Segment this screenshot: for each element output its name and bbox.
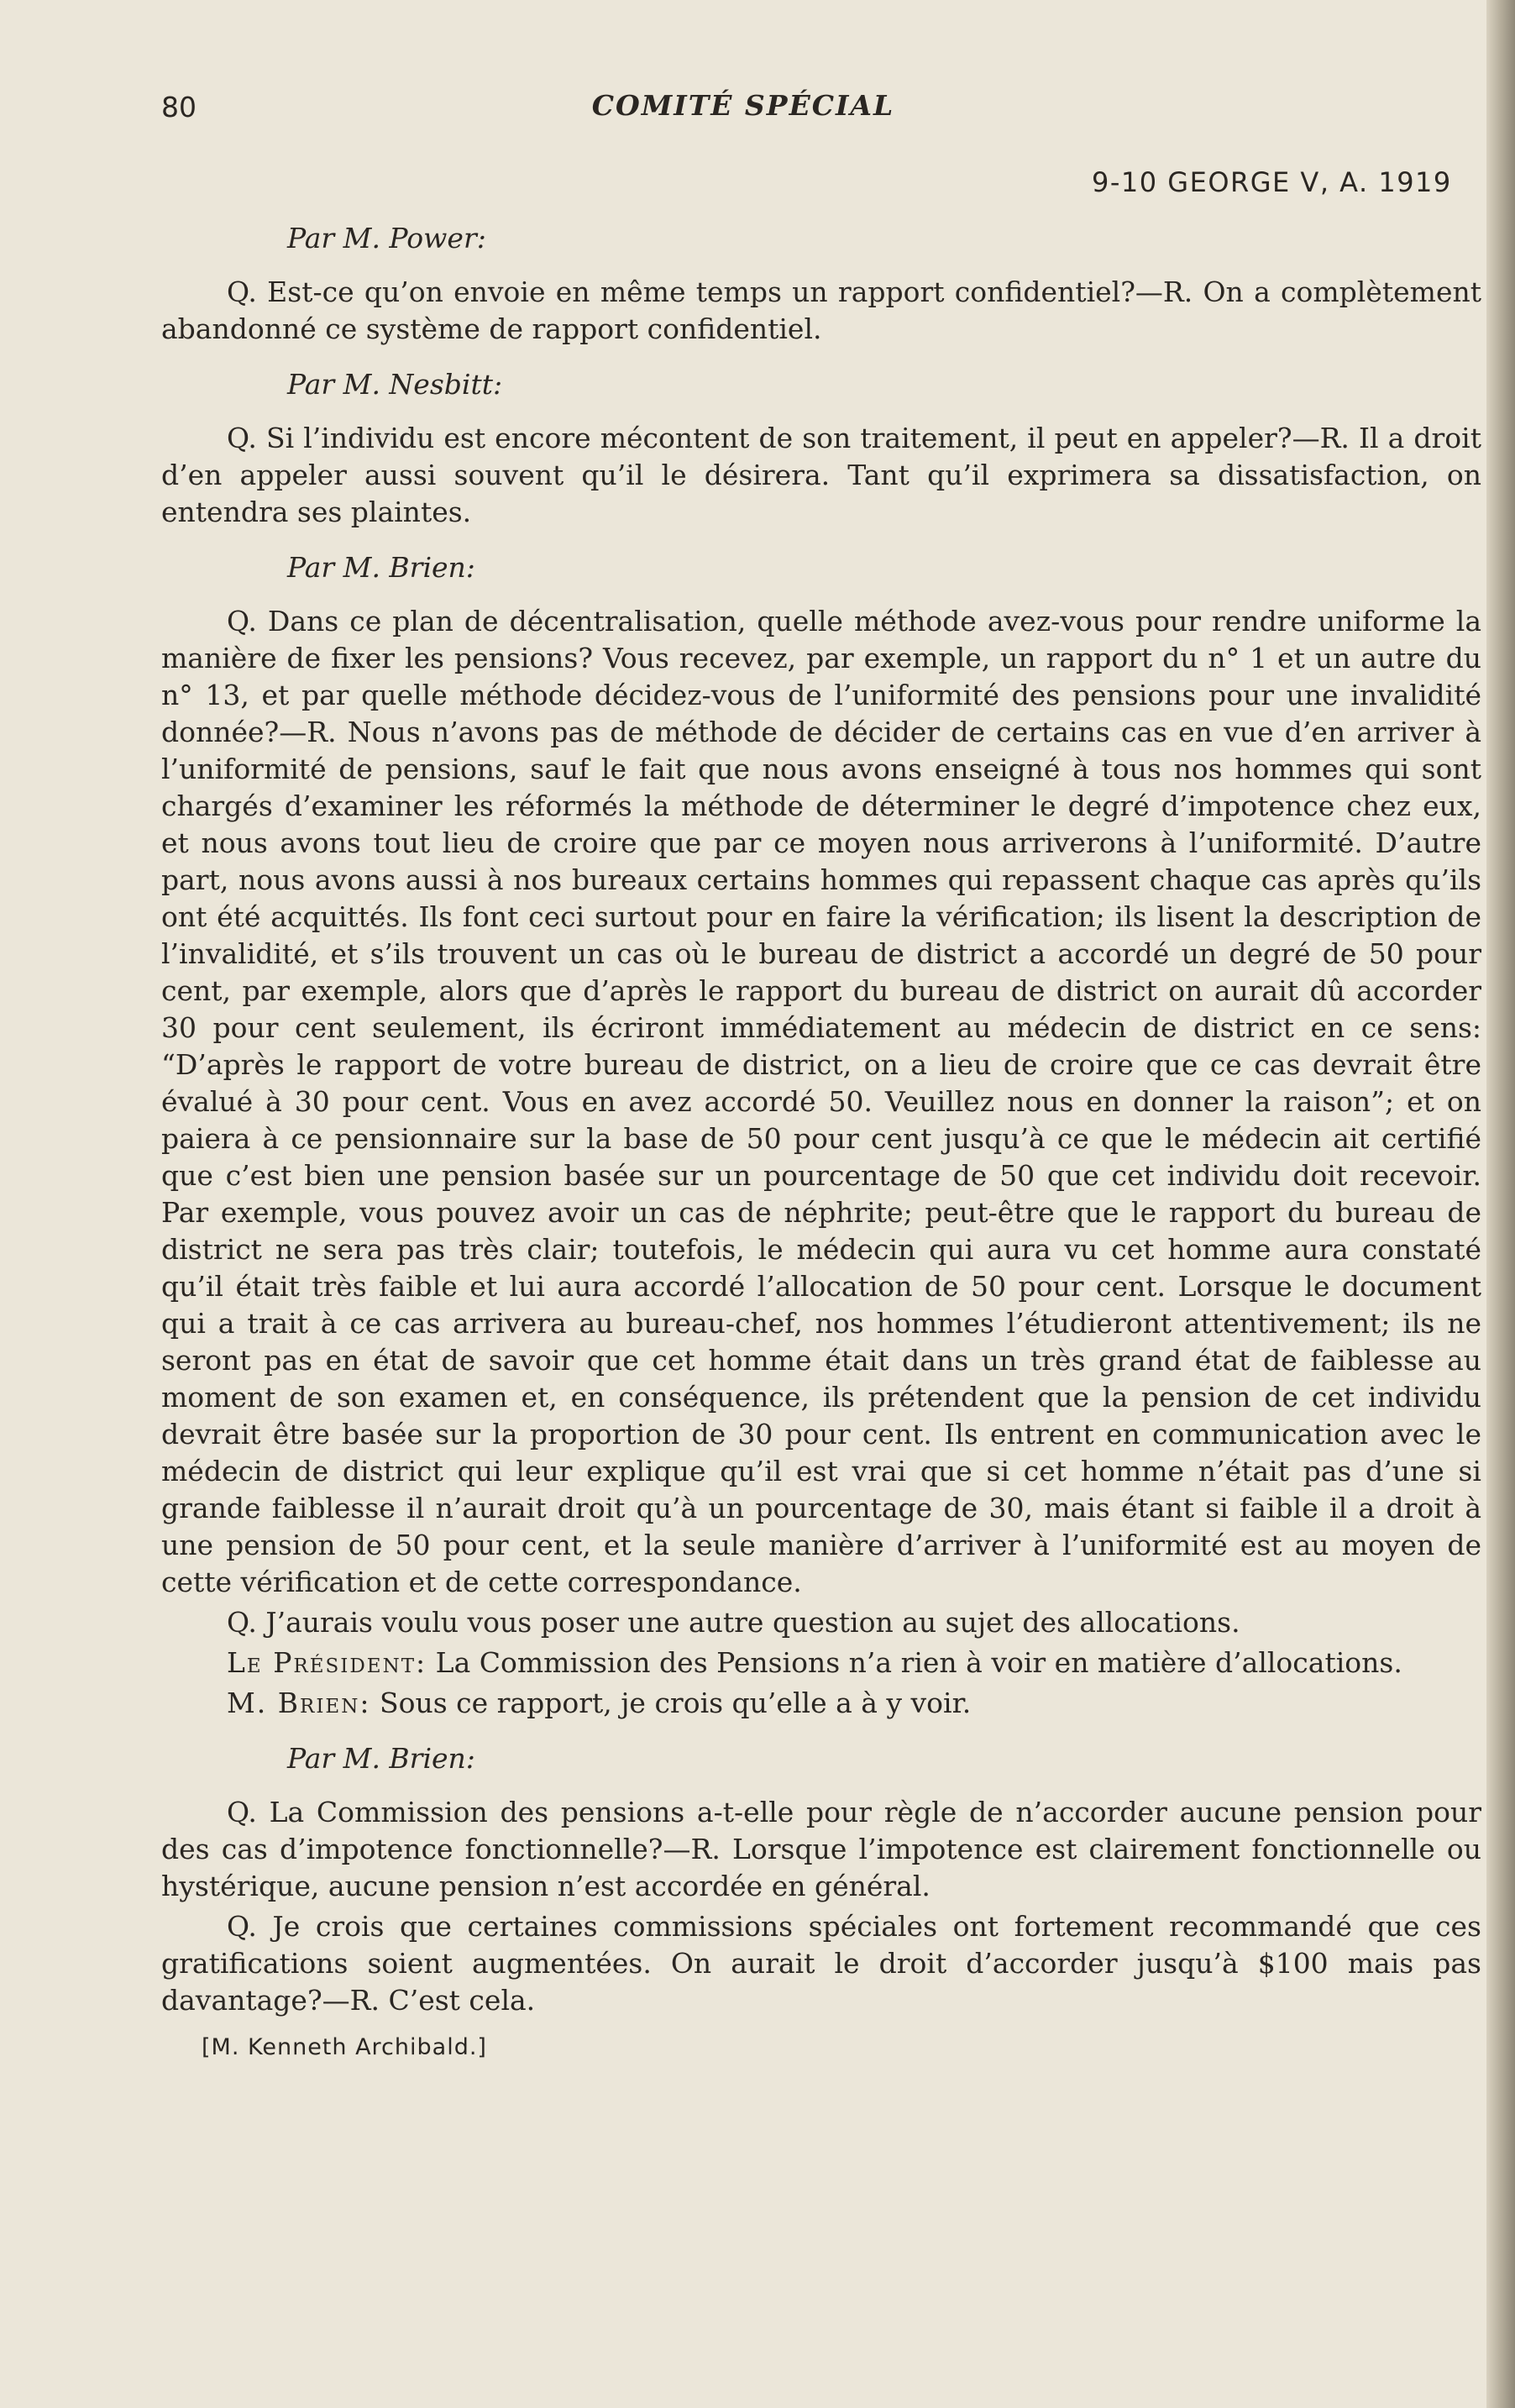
paragraph: Q. La Commission des pensions a-t-elle pour règle de n’accorder aucune pension pour des cas d’impotence fonctionnelle?—R. Lorsque l’impotence est clairement fonctionnelle ou hystérique, aucune pension n’est accordée en général. bbox=[161, 1796, 1481, 1902]
paragraph: Q. Est-ce qu’on envoie en même temps un rapport confidentiel?—R. On a complètement abandonné ce système de rapport confidentiel. bbox=[161, 275, 1481, 345]
statement-paragraph bbox=[161, 1645, 1481, 1681]
speaker-name: Le Président: bbox=[227, 1646, 427, 1679]
running-head: COMITÉ SPÉCIAL bbox=[591, 89, 895, 122]
speaker-heading: Par M. Brien: bbox=[287, 551, 475, 584]
body-text bbox=[161, 212, 1481, 2066]
paragraph: Q. J’aurais voulu vous poser une autre question au sujet des allocations. bbox=[227, 1606, 1240, 1639]
paragraph: Q. Si l’individu est encore mécontent de son traitement, il peut en appeler?—R. Il a droit d’en appeler aussi souvent qu’il le désirera. Tant qu’il exprimera sa dissatisfaction, on entendra ses plaintes. bbox=[161, 422, 1481, 528]
statement-text: Sous ce rapport, je crois qu’elle a à y voir. bbox=[379, 1687, 972, 1719]
witness-note: [M. Kenneth Archibald.] bbox=[202, 2034, 487, 2060]
page-number: 80 bbox=[161, 91, 197, 123]
speaker-name: M. Brien: bbox=[227, 1687, 371, 1719]
paragraph: Q. Dans ce plan de décentralisation, quelle méthode avez-vous pour rendre uniforme la manière de fixer les pensions? Vous recevez, par exemple, un rapport du n° 1 et un autre du n° 13, et par quelle méthode décidez-vous de l’uniformité des pensions pour une invalidité donnée?—R. Nous n’avons pas de méthode de décider de certains cas en vue d’en arriver à l’uniformité de pensions, sauf le fait que nous avons enseigné à tous nos hommes qui sont chargés d’examiner les réformés la méthode de déterminer le degré d’impotence chez eux, et nous avons tout lieu de croire que par ce moyen nous arriverons à l’uniformité. D’autre part, nous avons aussi à nos bureaux certains hommes qui repassent chaque cas après qu’ils ont été acquittés. Ils font ceci surtout pour en faire la vérification; ils lisent la description de l’invalidité, et s’ils trouvent un cas où le bureau de district a accordé un degré de 50 pour cent, par exemple, alors que d’après le rapport du bureau de district on aurait dû accorder 30 pour cent seulement, ils écriront immédiatement au médecin de district en ce sens: “D’après le rapport de votre bureau de district, on a lieu de croire que ce cas devrait être évalué à 30 pour cent. Vous en avez accordé 50. Veuillez nous en donner la raison”; et on paiera à ce pensionnaire sur la base de 50 pour cent jusqu’à ce que le médecin ait certifié que c’est bien une pension basée sur un pourcentage de 50 que cet individu doit recevoir. Par exemple, vous pouvez avoir un cas de néphrite; peut-être que le rapport du bureau de district ne sera pas très clair; toutefois, le médecin qui aura vu cet homme aura constaté qu’il était très faible et lui aura accordé l’allocation de 50 pour cent. Lorsque le document qui a trait à ce cas arrivera au bureau-chef, nos hommes l’étudieront attentivement; ils ne seront pas en état de savoir que cet homme était dans un très grand état de faiblesse au moment de son examen et, en conséquence, ils prétendent que la pension de cet individu devrait être basée sur la proportion de 30 pour cent. Ils entrent en communication avec le médecin de district qui leur explique qu’il est vrai que si cet homme n’était pas d’une si grande faiblesse il n’aurait droit qu’à un pourcentage de 30, mais étant si faible il a droit à une pension de 50 pour cent, et la seule manière d’arriver à l’uniformité est au moyen de cette vérification et de cette correspondance. bbox=[161, 605, 1481, 1598]
session-reference: 9-10 GEORGE V, A. 1919 bbox=[1092, 166, 1452, 198]
speaker-heading: Par M. Brien: bbox=[287, 1742, 475, 1775]
speaker-heading: Par M. Nesbitt: bbox=[287, 368, 503, 401]
paragraph: Q. Je crois que certaines commissions spéciales ont fortement recommandé que ces gratifications soient augmentées. On aurait le droit d’accorder jusqu’à $100 mais pas davantage?—R. C’est cela. bbox=[161, 1910, 1481, 2017]
statement-text: La Commission des Pensions n’a rien à voir en matière d’allocations. bbox=[435, 1646, 1402, 1679]
page-edge-shadow bbox=[1486, 0, 1515, 2408]
speaker-heading: Par M. Power: bbox=[287, 222, 486, 254]
statement-paragraph bbox=[161, 1685, 1481, 1722]
